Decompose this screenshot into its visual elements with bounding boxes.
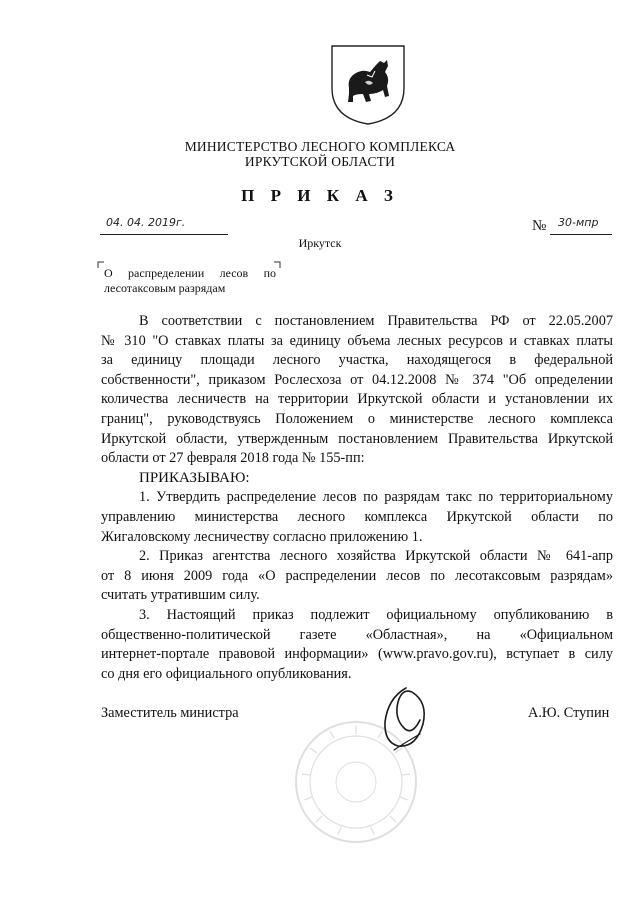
text-line: В соответствии с постановлением Правительства РФ от 22.05.2007 [139,313,613,329]
order-subject [104,266,284,296]
document-type-title: П Р И К А З [241,186,399,205]
order-date: 04. 04. 2019г. [106,216,186,229]
text-line: от 8 июня 2009 года «О распределении лесов по лесотаксовым разрядам» [101,567,613,584]
order-item-3 [101,606,613,684]
order-number: 30-мпр [558,216,599,229]
text-line: управлению министерства лесного комплекса Иркутской области по [101,508,613,525]
text-line: интернет-портале правовой информации» (www.pravo.gov.ru), вступает в силу [101,646,613,663]
order-number-label: № [532,218,547,234]
text-line: общественно-политической газете «Областная», на «Официальном [101,626,613,643]
text-line: области от 27 февраля 2018 года № 155-пп: [101,450,365,467]
preamble-paragraph [101,312,613,469]
ministry-name-line1: МИНИСТЕРСТВО ЛЕСНОГО КОМПЛЕКСА [184,139,456,154]
text-line: № 310 "О ставках платы за единицу объема лесных ресурсов и ставках платы [101,332,613,349]
handwritten-signature-icon [376,684,434,754]
text-line: собственности", приказом Рослесхоза от 04.12.2008 № 374 "Об определении [101,371,613,388]
coat-of-arms-icon [329,44,407,126]
text-line: за единицу площади лесного участка, находящегося в федеральной [101,352,613,369]
text-line: считать утратившим силу. [101,587,260,604]
city-name: Иркутск [298,236,342,250]
signatory-position: Заместитель министра [101,705,239,721]
signatory-name: А.Ю. Ступин [528,705,610,721]
ministry-name-line2: ИРКУТСКОЙ ОБЛАСТИ [244,154,396,169]
text-line: 2. Приказ агентства лесного хозяйства Иркутской области № 641-апр [139,548,613,565]
subject-line: лесотаксовым разрядам [104,281,226,295]
text-line: 3. Настоящий приказ подлежит официальному опубликованию в [139,606,613,623]
subject-line: О распределении лесов по [104,266,276,280]
text-line: Иркутской области, утвержденным постановлением Правительства Иркутской [101,430,613,447]
text-line: границ", руководствуясь Положением о министерстве лесного комплекса [101,410,613,427]
order-body [101,312,613,684]
text-line: 1. Утвердить распределение лесов по разрядам такс по территориальному [139,489,613,506]
order-item-2 [101,547,613,606]
text-line: количества лесничеств на территории Иркутской области и установлении их [101,391,613,408]
text-line: со дня его официального опубликования. [101,665,352,682]
order-word: ПРИКАЗЫВАЮ: [139,469,250,486]
order-item-1 [101,488,613,547]
text-line: Жигаловскому лесничеству согласно приложению 1. [101,528,423,545]
